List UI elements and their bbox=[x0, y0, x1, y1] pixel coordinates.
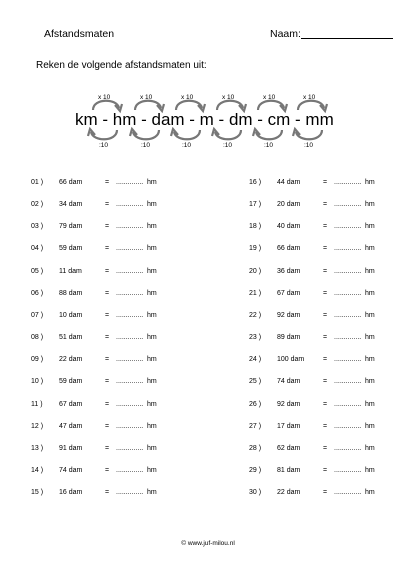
answer-unit: hm bbox=[147, 334, 157, 342]
exercise-value: 67 dam bbox=[59, 400, 83, 408]
exercise-value: 66 dam bbox=[59, 179, 83, 186]
exercise-number: 12 ) bbox=[31, 422, 44, 430]
exercise-value: 67 dam bbox=[277, 289, 301, 297]
equals-sign: = bbox=[105, 311, 110, 319]
exercise-number: 19 ) bbox=[249, 245, 262, 253]
answer-unit: hm bbox=[147, 179, 157, 186]
exercise-number: 07 ) bbox=[31, 311, 44, 319]
multiply-label: x 10 bbox=[98, 94, 111, 101]
answer-unit: hm bbox=[147, 444, 157, 452]
exercise-number: 17 ) bbox=[249, 201, 262, 209]
answer-blank[interactable]: .............. bbox=[334, 267, 362, 275]
equals-sign: = bbox=[323, 466, 328, 474]
answer-unit: hm bbox=[365, 223, 375, 231]
divide-label: :10 bbox=[223, 142, 233, 149]
answer-blank[interactable]: .............. bbox=[116, 444, 144, 452]
unit-scale-text: km - hm - dam - m - dm - cm - mm bbox=[75, 110, 334, 129]
answer-unit: hm bbox=[365, 489, 375, 497]
equals-sign: = bbox=[323, 311, 328, 319]
exercise-number: 06 ) bbox=[31, 289, 44, 297]
multiply-label: x 10 bbox=[263, 94, 276, 101]
exercise-number: 05 ) bbox=[31, 267, 44, 275]
answer-unit: hm bbox=[365, 201, 375, 209]
equals-sign: = bbox=[105, 378, 110, 386]
equals-sign: = bbox=[105, 422, 110, 430]
exercise-value: 47 dam bbox=[59, 422, 83, 430]
answer-blank[interactable]: .............. bbox=[116, 311, 144, 319]
answer-blank[interactable]: .............. bbox=[116, 289, 144, 297]
answer-blank[interactable]: .............. bbox=[116, 334, 144, 342]
exercise-number: 15 ) bbox=[31, 489, 44, 497]
exercise-value: 100 dam bbox=[277, 356, 305, 364]
answer-unit: hm bbox=[147, 267, 157, 275]
answer-blank[interactable]: .............. bbox=[334, 179, 362, 186]
equals-sign: = bbox=[323, 289, 328, 297]
answer-unit: hm bbox=[365, 334, 375, 342]
exercise-number: 27 ) bbox=[249, 422, 262, 430]
exercise-number: 22 ) bbox=[249, 311, 262, 319]
exercise-number: 24 ) bbox=[249, 356, 262, 364]
exercise-number: 29 ) bbox=[249, 466, 262, 474]
answer-blank[interactable]: .............. bbox=[116, 378, 144, 386]
answer-blank[interactable]: .............. bbox=[334, 311, 362, 319]
answer-blank[interactable]: .............. bbox=[334, 466, 362, 474]
multiply-label: x 10 bbox=[222, 94, 235, 101]
answer-blank[interactable]: .............. bbox=[116, 422, 144, 430]
multiply-label: x 10 bbox=[303, 94, 316, 101]
equals-sign: = bbox=[323, 489, 328, 497]
exercise-number: 28 ) bbox=[249, 444, 262, 452]
exercise-value: 74 dam bbox=[59, 466, 83, 474]
answer-unit: hm bbox=[365, 311, 375, 319]
answer-blank[interactable]: .............. bbox=[334, 400, 362, 408]
answer-unit: hm bbox=[147, 311, 157, 319]
divide-label: :10 bbox=[304, 142, 314, 149]
equals-sign: = bbox=[323, 334, 328, 342]
answer-unit: hm bbox=[365, 466, 375, 474]
exercise-number: 18 ) bbox=[249, 223, 262, 231]
exercise-value: 17 dam bbox=[277, 422, 301, 430]
answer-unit: hm bbox=[147, 489, 157, 497]
exercise-value: 89 dam bbox=[277, 334, 301, 342]
equals-sign: = bbox=[105, 489, 110, 497]
unit-scale bbox=[0, 110, 416, 134]
exercise-number: 30 ) bbox=[249, 489, 262, 497]
answer-unit: hm bbox=[365, 289, 375, 297]
exercise-value: 22 dam bbox=[59, 356, 83, 364]
answer-unit: hm bbox=[365, 422, 375, 430]
answer-unit: hm bbox=[365, 267, 375, 275]
exercise-number: 25 ) bbox=[249, 378, 262, 386]
answer-unit: hm bbox=[147, 422, 157, 430]
answer-blank[interactable]: .............. bbox=[116, 400, 144, 408]
answer-unit: hm bbox=[365, 444, 375, 452]
exercise-number: 02 ) bbox=[31, 201, 44, 209]
answer-unit: hm bbox=[147, 245, 157, 253]
exercise-value: 36 dam bbox=[277, 267, 301, 275]
equals-sign: = bbox=[323, 267, 328, 275]
answer-unit: hm bbox=[147, 356, 157, 364]
equals-sign: = bbox=[105, 289, 110, 297]
equals-sign: = bbox=[105, 223, 110, 231]
answer-blank[interactable]: .............. bbox=[116, 223, 144, 231]
exercise-value: 59 dam bbox=[59, 378, 83, 386]
equals-sign: = bbox=[323, 356, 328, 364]
exercise-number: 08 ) bbox=[31, 334, 44, 342]
name-label: Naam: bbox=[270, 28, 301, 40]
multiply-label: x 10 bbox=[181, 94, 194, 101]
answer-unit: hm bbox=[365, 356, 375, 364]
answer-unit: hm bbox=[365, 179, 375, 186]
answer-blank[interactable]: .............. bbox=[116, 245, 144, 253]
answer-unit: hm bbox=[365, 245, 375, 253]
exercise-number: 10 ) bbox=[31, 378, 44, 386]
answer-blank[interactable]: .............. bbox=[116, 489, 144, 497]
exercise-value: 16 dam bbox=[59, 489, 83, 497]
divide-label: :10 bbox=[182, 142, 192, 149]
equals-sign: = bbox=[105, 179, 110, 186]
footer-credit: © www.juf-milou.nl bbox=[181, 540, 235, 547]
exercise-number: 21 ) bbox=[249, 289, 262, 297]
answer-blank[interactable]: .............. bbox=[334, 422, 362, 430]
answer-unit: hm bbox=[365, 378, 375, 386]
answer-blank[interactable]: .............. bbox=[334, 334, 362, 342]
exercise-value: 81 dam bbox=[277, 466, 301, 474]
exercise-value: 22 dam bbox=[277, 489, 301, 497]
exercise-value: 62 dam bbox=[277, 444, 301, 452]
equals-sign: = bbox=[323, 179, 328, 186]
answer-blank[interactable]: .............. bbox=[334, 378, 362, 386]
exercise-number: 16 ) bbox=[249, 179, 262, 186]
answer-blank[interactable]: .............. bbox=[116, 466, 144, 474]
equals-sign: = bbox=[105, 267, 110, 275]
exercise-number: 23 ) bbox=[249, 334, 262, 342]
exercise-number: 09 ) bbox=[31, 356, 44, 364]
answer-blank[interactable]: .............. bbox=[116, 201, 144, 209]
exercise-value: 59 dam bbox=[59, 245, 83, 253]
instruction-text: Reken de volgende afstandsmaten uit: bbox=[36, 60, 207, 71]
exercise-value: 51 dam bbox=[59, 334, 83, 342]
answer-blank[interactable]: .............. bbox=[116, 267, 144, 275]
exercise-number: 14 ) bbox=[31, 466, 44, 474]
equals-sign: = bbox=[323, 245, 328, 253]
answer-blank[interactable]: .............. bbox=[334, 444, 362, 452]
equals-sign: = bbox=[105, 245, 110, 253]
equals-sign: = bbox=[323, 422, 328, 430]
exercise-value: 20 dam bbox=[277, 201, 301, 209]
exercise-value: 92 dam bbox=[277, 400, 301, 408]
divide-label: :10 bbox=[99, 142, 109, 149]
exercise-number: 03 ) bbox=[31, 223, 44, 231]
answer-blank[interactable]: .............. bbox=[334, 201, 362, 209]
exercise-value: 10 dam bbox=[59, 311, 83, 319]
answer-unit: hm bbox=[147, 378, 157, 386]
equals-sign: = bbox=[105, 444, 110, 452]
answer-blank[interactable]: .............. bbox=[334, 356, 362, 364]
answer-blank[interactable]: .............. bbox=[334, 245, 362, 253]
exercise-value: 34 dam bbox=[59, 201, 83, 209]
exercise-number: 13 ) bbox=[31, 444, 44, 452]
exercise-number: 26 ) bbox=[249, 400, 262, 408]
multiply-label: x 10 bbox=[140, 94, 153, 101]
exercise-number: 01 ) bbox=[31, 179, 44, 186]
exercise-value: 66 dam bbox=[277, 245, 301, 253]
answer-unit: hm bbox=[147, 289, 157, 297]
answer-unit: hm bbox=[147, 466, 157, 474]
equals-sign: = bbox=[323, 400, 328, 408]
exercise-number: 11 ) bbox=[31, 400, 43, 408]
answer-blank[interactable]: .............. bbox=[334, 289, 362, 297]
answer-unit: hm bbox=[147, 201, 157, 209]
name-field-line[interactable] bbox=[301, 38, 393, 39]
exercise-number: 04 ) bbox=[31, 245, 44, 253]
divide-label: :10 bbox=[264, 142, 274, 149]
exercise-value: 79 dam bbox=[59, 223, 83, 231]
equals-sign: = bbox=[105, 201, 110, 209]
exercise-number: 20 ) bbox=[249, 267, 262, 275]
answer-blank[interactable]: .............. bbox=[334, 223, 362, 231]
exercise-value: 40 dam bbox=[277, 223, 301, 231]
answer-blank[interactable]: .............. bbox=[116, 179, 144, 186]
answer-blank[interactable]: .............. bbox=[334, 489, 362, 497]
equals-sign: = bbox=[105, 466, 110, 474]
exercise-value: 11 dam bbox=[59, 267, 82, 275]
equals-sign: = bbox=[323, 201, 328, 209]
answer-unit: hm bbox=[365, 400, 375, 408]
answer-blank[interactable]: .............. bbox=[116, 356, 144, 364]
answer-unit: hm bbox=[147, 223, 157, 231]
equals-sign: = bbox=[105, 356, 110, 364]
equals-sign: = bbox=[105, 334, 110, 342]
worksheet-title: Afstandsmaten bbox=[44, 28, 115, 40]
exercise-value: 74 dam bbox=[277, 378, 301, 386]
equals-sign: = bbox=[323, 223, 328, 231]
answer-unit: hm bbox=[147, 400, 157, 408]
equals-sign: = bbox=[323, 378, 328, 386]
exercise-value: 91 dam bbox=[59, 444, 83, 452]
exercise-value: 92 dam bbox=[277, 311, 301, 319]
equals-sign: = bbox=[105, 400, 110, 408]
exercise-value: 88 dam bbox=[59, 289, 83, 297]
exercise-value: 44 dam bbox=[277, 179, 301, 186]
divide-label: :10 bbox=[141, 142, 151, 149]
equals-sign: = bbox=[323, 444, 328, 452]
